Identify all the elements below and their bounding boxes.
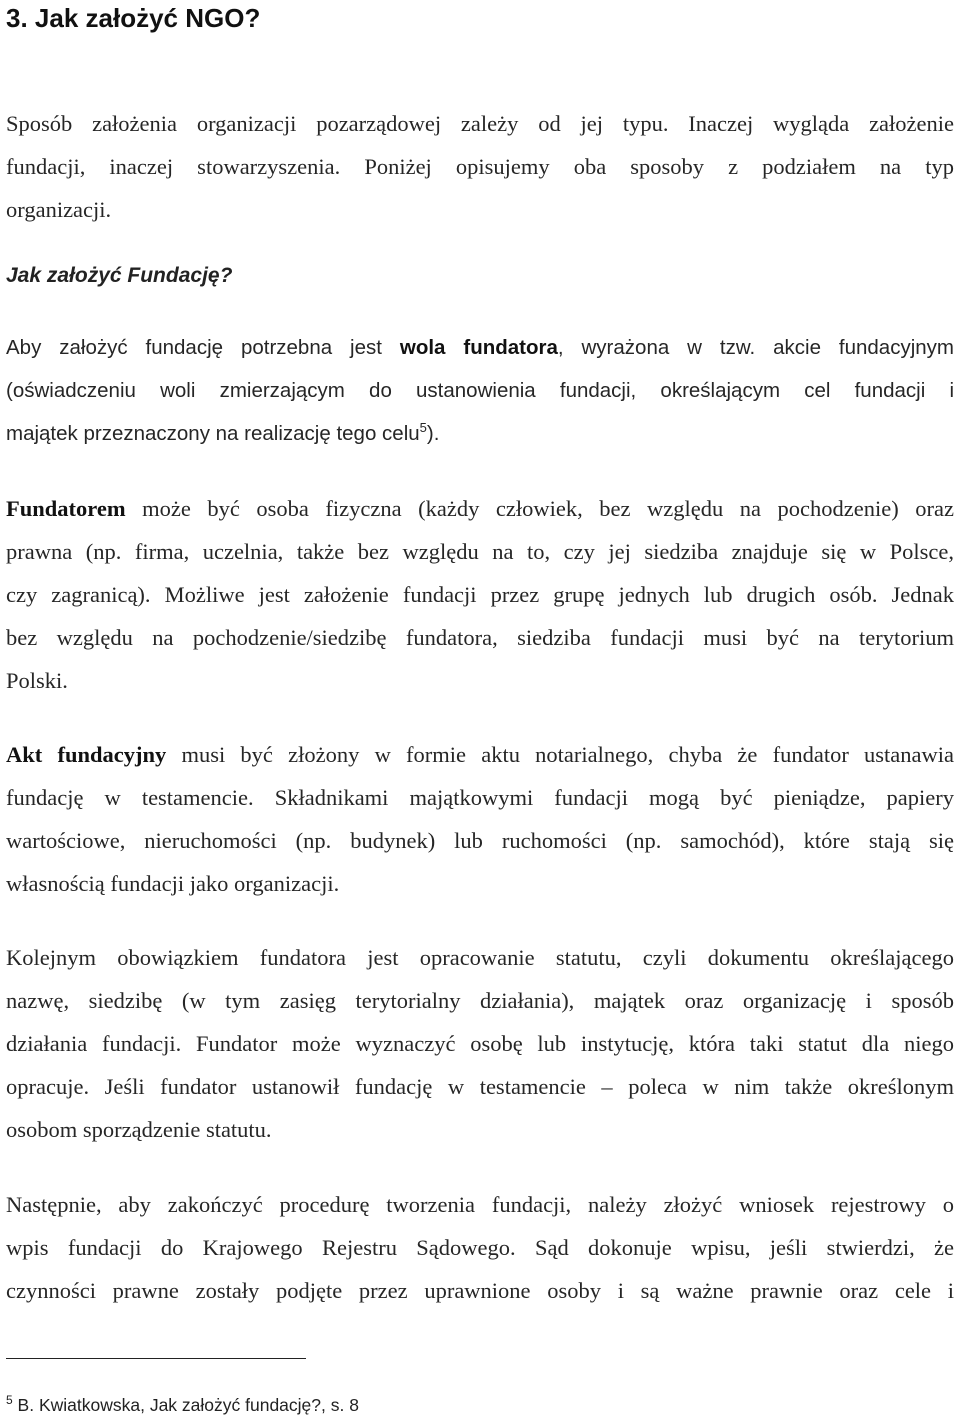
text-run: Aby założyć fundację potrzebna jest: [6, 336, 400, 359]
bold-term-akt-fundacyjny: Akt fundacyjny: [6, 742, 167, 767]
paragraph-line: fundację w testamencie. Składnikami majątkowymi fundacji mogą być pieniądze, papiery: [6, 785, 954, 810]
bold-term-wola-fundatora: wola fundatora: [399, 336, 558, 359]
paragraph-line: [6, 733, 954, 776]
text-run: , wyrażona w tzw. akcie fundacyjnym: [557, 336, 954, 359]
intro-line: fundacji, inaczej stowarzyszenia. Poniżej opisujemy oba sposoby z podziałem na typ: [6, 154, 954, 179]
footnote-reference: 5: [419, 420, 427, 436]
paragraph-line: [6, 487, 954, 530]
text-run: ).: [426, 422, 440, 445]
intro-line: organizacji.: [6, 197, 112, 222]
paragraph-line: działania fundacji. Fundator może wyznaczyć osobę lub instytucję, która taki statut dla niego: [6, 1031, 954, 1056]
paragraph-founder: [6, 487, 954, 702]
paragraph-line: bez względu na pochodzenie/siedzibę fundatora, siedziba fundacji musi być na terytorium: [6, 625, 954, 650]
paragraph-will-of-founder: [6, 326, 954, 455]
paragraph-registration: [6, 1183, 954, 1312]
paragraph-statute: [6, 936, 954, 1151]
paragraph-line: (oświadczeniu woli zmierzającym do ustanowienia fundacji, określającym cel fundacji i: [6, 379, 954, 402]
section-heading: 3. Jak założyć NGO?: [6, 3, 261, 33]
intro-line: Sposób założenia organizacji pozarządowej zależy od jej typu. Inaczej wygląda założenie: [6, 111, 954, 136]
paragraph-line: Polski.: [6, 668, 68, 693]
footnote-number: 5: [6, 1393, 13, 1408]
subsection-heading: Jak założyć Fundację?: [6, 264, 233, 287]
paragraph-line: [6, 412, 954, 455]
paragraph-line: czynności prawne zostały podjęte przez uprawnione osoby i są ważne prawnie oraz cele i: [6, 1278, 954, 1303]
text-run: może być osoba fizyczna (każdy człowiek, bez względu na pochodzenie) oraz: [125, 496, 954, 521]
paragraph-line: nazwę, siedzibę (w tym zasięg terytorialny działania), majątek oraz organizację i sposób: [6, 988, 954, 1013]
paragraph-line: Następnie, aby zakończyć procedurę tworzenia fundacji, należy złożyć wniosek rejestrowy o: [6, 1192, 954, 1217]
paragraph-line: osobom sporządzenie statutu.: [6, 1117, 272, 1142]
footnote-separator: [6, 1358, 306, 1359]
paragraph-line: [6, 326, 954, 369]
paragraph-line: wpis fundacji do Krajowego Rejestru Sądowego. Sąd dokonuje wpisu, jeśli stwierdzi, że: [6, 1235, 954, 1260]
paragraph-line: Kolejnym obowiązkiem fundatora jest opracowanie statutu, czyli dokumentu określającego: [6, 945, 954, 970]
intro-paragraph: [6, 102, 954, 231]
text-run: majątek przeznaczony na realizację tego celu: [6, 422, 420, 445]
paragraph-line: czy zagranicą). Możliwe jest założenie fundacji przez grupę jednych lub drugich osób. Jednak: [6, 582, 954, 607]
paragraph-line: wartościowe, nieruchomości (np. budynek) lub ruchomości (np. samochód), które stają się: [6, 828, 954, 853]
text-run: musi być złożony w formie aktu notarialnego, chyba że fundator ustanawia: [166, 742, 954, 767]
bold-term-fundatorem: Fundatorem: [6, 496, 126, 521]
paragraph-foundation-act: [6, 733, 954, 905]
footnote: [6, 1392, 359, 1418]
paragraph-line: opracuje. Jeśli fundator ustanowił fundację w testamencie – poleca w nim także określonym: [6, 1074, 954, 1099]
paragraph-line: własnością fundacji jako organizacji.: [6, 871, 340, 896]
paragraph-line: prawna (np. firma, uczelnia, także bez względu na to, czy jej siedziba znajduje się w Polsce,: [6, 539, 954, 564]
footnote-text: B. Kwiatkowska, Jak założyć fundację?, s. 8: [12, 1395, 359, 1415]
